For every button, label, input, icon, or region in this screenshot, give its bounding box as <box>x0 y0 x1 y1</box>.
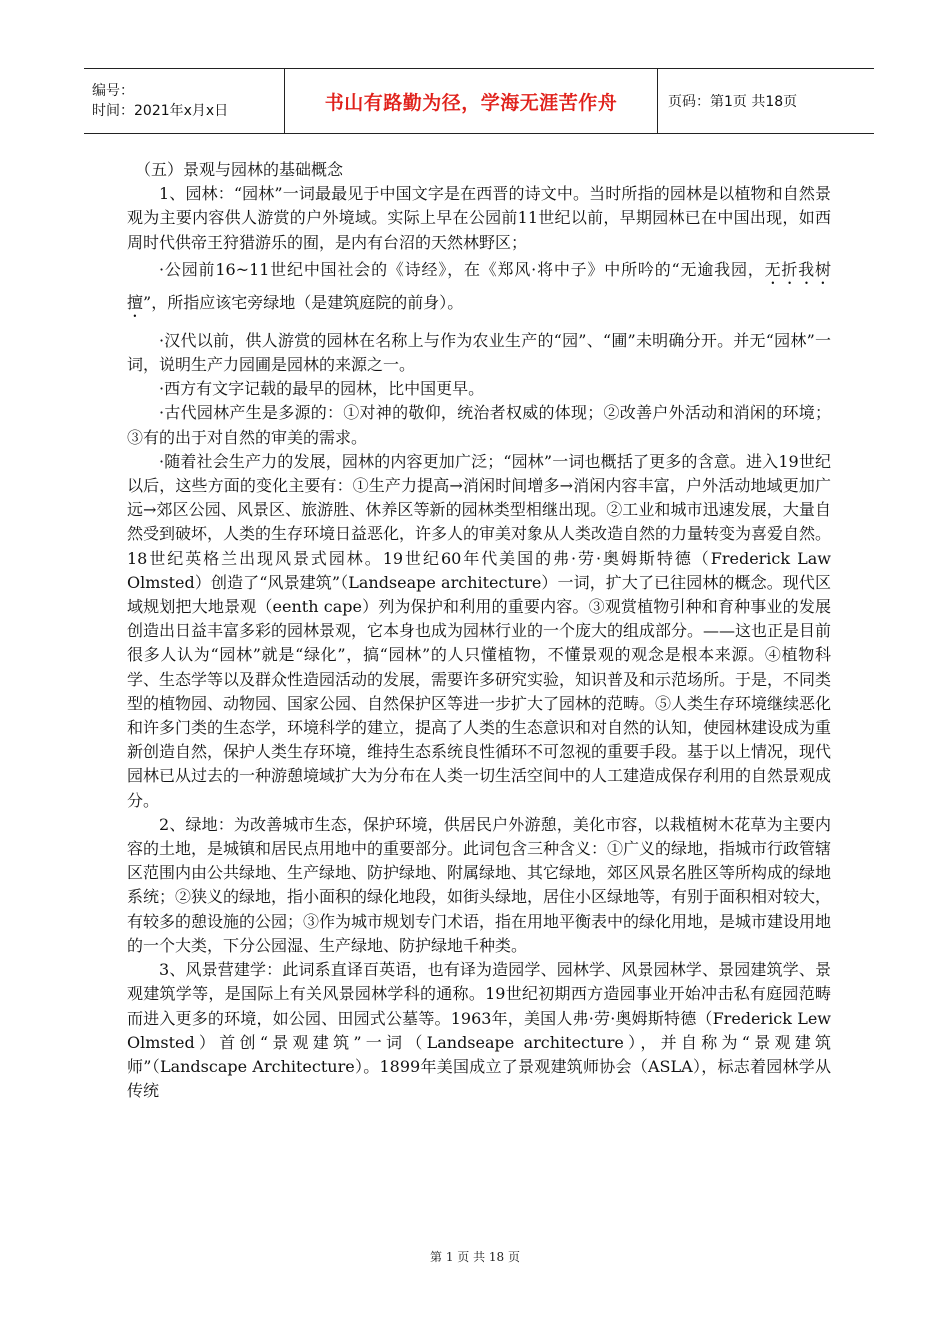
paragraph-shijing <box>127 255 831 321</box>
header-table <box>84 68 874 134</box>
paragraph-shijing-start: ·公园前16~11世纪中国社会的《诗经》，在《郑风·将中子》中所吟的“无逾我园， <box>159 259 765 279</box>
page-footer: 第 1 页 共 18 页 <box>430 1250 520 1264</box>
paragraph-shijing-end: ”，所指应该宅旁绿地（是建筑庭院的前身）。 <box>143 292 464 312</box>
dotted-emphasis: 无折我树擅 <box>127 259 831 312</box>
section-title: （五）景观与园林的基础概念 <box>135 160 344 179</box>
header-meta <box>84 69 284 133</box>
document-body <box>127 158 831 1103</box>
paragraph-development: ·随着社会生产力的发展，园林的内容更加广泛；“园林”一词也概括了更多的含意。进入19世纪以后，这些方面的变化主要有：①生产力提高→消闲时间增多→消闲内容丰富，户外活动地域更加广远→郊区公园、风景区、旅游胜、休养区等新的园林类型相继出现。②工业和城市迅速发展，大量自然受到破坏，人类的生存环境日益恶化，许多人的审美对象从人类改造自然的力量转变为喜爱自然。18世纪英格兰出现风景式园林。19世纪60年代美国的弗·劳·奥姆斯特德（Frederick Law Olmsted）创造了“风景建筑”（Landseape architecture）一词，扩大了已往园林的概念。现代区域规划把大地景观（eenth cape）列为保护和利用的重要内容。③观赏植物引种和育种事业的发展创造出日益丰富多彩的园林景观，它本身也成为园林行业的一个庞大的组成部分。——这也正是目前很多人认为“园林”就是“绿化”，搞“园林”的人只懂植物，不懂景观的观念是根本来源。④植物科学、生态学等以及群众性造园活动的发展，需要许多研究实验，知识普及和示范场所。于是，不同类型的植物园、动物园、国家公园、自然保护区等进一步扩大了园林的范畴。⑤人类生存环境继续恶化和许多门类的生态学，环境科学的建立，提高了人类的生态意识和对自然的认知，使园林建设成为重新创造自然，保护人类生存环境，维持生态系统良性循环不可忽视的重要手段。基于以上情况，现代园林已从过去的一种游憩境域扩大为分布在人类一切生活空间中的人工建造成保存利用的自然景观成分。 <box>127 451 832 810</box>
paragraph-landscape-architecture: 3、风景营建学：此词系直译百英语，也有译为造园学、园林学、风景园林学、景园建筑学、景观建筑学等，是国际上有关风景园林学科的通称。19世纪初期西方造园事业开始冲击私有庭园范畴而进入更多的环境，如公园、田园式公墓等。1963年，美国人弗·劳·奥姆斯特德（Frederick Lew Olmsted）首创“景观建筑”一词（Landseape architecture），并自称为“景观建筑师”（Landscape Architecture）。1899年美国成立了景观建筑师协会（ASLA），标志着园林学从传统 <box>127 960 831 1101</box>
paragraph-origins: ·古代园林产生是多源的：①对神的敬仰，统治者权威的体现；②改善户外活动和消闲的环境；③有的出于对自然的审美的需求。 <box>127 403 831 447</box>
number-label: 编号： <box>92 83 134 99</box>
time-label: 时间：2021年x月x日 <box>92 103 229 119</box>
paragraph-western: ·西方有文字记载的最早的园林，比中国更早。 <box>159 379 485 399</box>
paragraph-han-dynasty: ·汉代以前，供人游赏的园林在名称上与作为农业生产的“园”、“圃”未明确分开。并无“园林”一词，说明生产力园圃是园林的来源之一。 <box>127 330 831 375</box>
header-page-label: 页码：第1页 共18页 <box>668 94 798 110</box>
paragraph-garden: 1、园林：“园林”一词最最见于中国文字是在西晋的诗文中。当时所指的园林是以植物和自然景观为主要内容供人游赏的户外境域。实际上早在公园前11世纪以前，早期园林已在中国出现，如西周时代供帝王狩猎游乐的囿，是内有台沼的天然林野区； <box>127 184 831 252</box>
header-motto: 书山有路勤为径，学海无涯苦作舟 <box>284 69 658 133</box>
paragraph-green-space: 2、绿地：为改善城市生态，保护环境，供居民户外游憩，美化市容，以栽植树木花草为主要内容的土地，是城镇和居民点用地中的重要部分。此词包含三种含义：①广义的绿地，指城市行政管辖区范围内由公共绿地、生产绿地、防护绿地、附属绿地、其它绿地，郊区风景名胜区等所构成的绿地系统；②狭义的绿地，指小面积的绿化地段，如街头绿地，居住小区绿地等，有别于面积相对较大，有较多的憩设施的公园；③作为城市规划专门术语，指在用地平衡表中的绿化用地，是城市建设用地的一个大类，下分公园湿、生产绿地、防护绿地千种类。 <box>127 814 832 955</box>
